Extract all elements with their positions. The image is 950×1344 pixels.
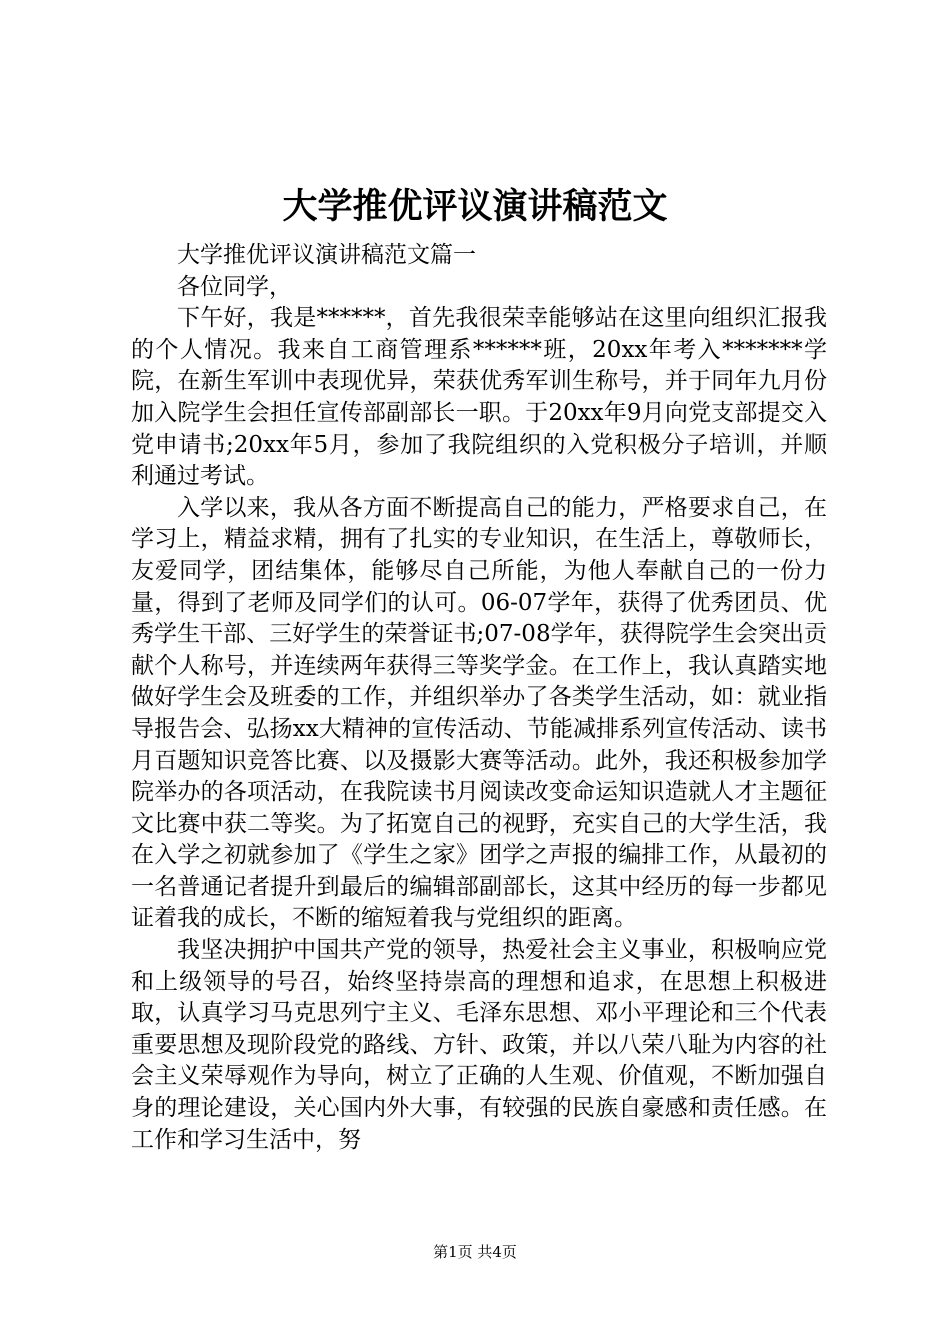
section-heading: 大学推优评议演讲稿范文篇一: [177, 242, 476, 268]
greeting: 各位同学，: [177, 273, 292, 300]
page-footer: 第1页 共4页: [433, 1243, 517, 1261]
paragraph-3: 我坚决拥护中国共产党的领导，热爱社会主义事业，积极响应党和上级领导的号召，始终坚持崇高的理想和追求，在思想上积极进取，认真学习马克思列宁主义、毛泽东思想、邓小平理论和三个代表重要思想及现阶段党的路线、方针、政策，并以八荣八耻为内容的社会主义荣辱观作为导向，树立了正确的人生观、价值观，不断加强自身的理论建设，关心国内外大事，有较强的民族自豪感和责任感。在工作和学习生活中，努: [131, 937, 827, 1153]
paragraph-2: 入学以来，我从各方面不断提高自己的能力，严格要求自己，在学习上，精益求精，拥有了扎实的专业知识，在生活上，尊敬师长，友爱同学，团结集体，能够尽自己所能，为他人奉献自己的一份力量，得到了老师及同学们的认可。06-07学年，获得了优秀团员、优秀学生干部、三好学生的荣誉证书;07-08学年，获得院学生会突出贡献个人称号，并连续两年获得三等奖学金。在工作上，我认真踏实地做好学生会及班委的工作，并组织举办了各类学生活动，如：就业指导报告会、弘扬xx大精神的宣传活动、节能减排系列宣传活动、读书月百题知识竞答比赛、以及摄影大赛等活动。此外，我还积极参加学院举办的各项活动，在我院读书月阅读改变命运知识造就人才主题征文比赛中获二等奖。为了拓宽自己的视野，充实自己的大学生活，我在入学之初就参加了《学生之家》团学之声报的编排工作，从最初的一名普通记者提升到最后的编辑部副部长，这其中经历的每一步都见证着我的成长，不断的缩短着我与党组织的距离。: [131, 494, 827, 932]
document-body: [131, 240, 827, 1156]
document-title: 大学推优评议演讲稿范文: [282, 186, 668, 227]
paragraph-1: 下午好，我是******，首先我很荣幸能够站在这里向组织汇报我的个人情况。我来自工商管理系******班，20xx年考入*******学院，在新生军训中表现优异，荣获优秀军训生称号，并于同年九月份加入院学生会担任宣传部副部长一职。于20xx年9月向党支部提交入党申请书;20xx年5月，参加了我院组织的入党积极分子培训，并顺利通过考试。: [131, 305, 827, 490]
